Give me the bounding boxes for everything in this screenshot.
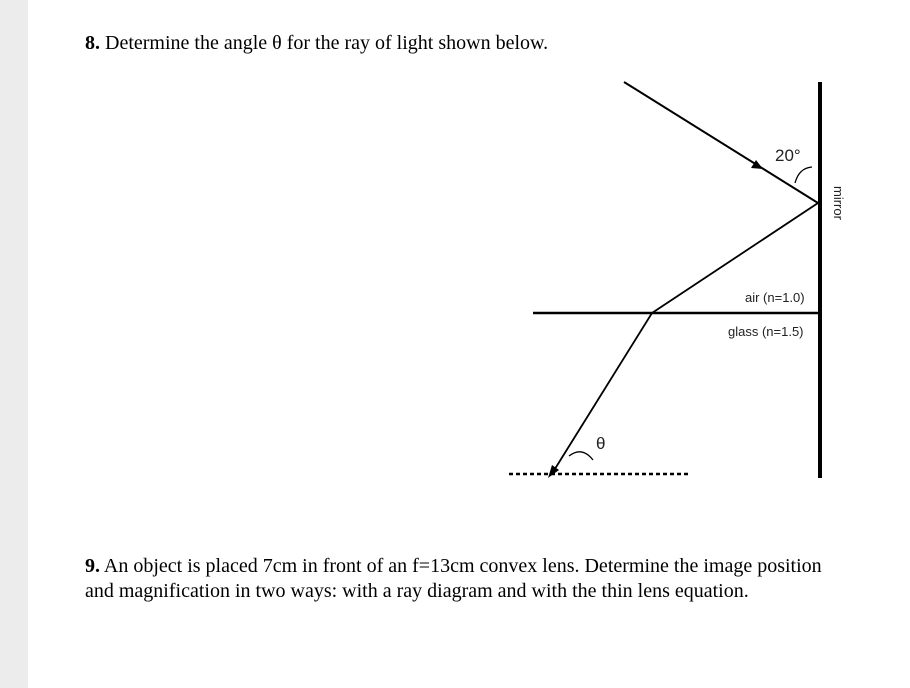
question-9-text: An object is placed 7cm in front of an f=13cm convex lens. Determine the image position and magnification in two ways: with a ray diagram and with the thin lens equation.: [85, 555, 822, 602]
question-8-text: Determine the angle θ for the ray of light shown below.: [105, 32, 549, 54]
question-8-number: 8.: [85, 32, 100, 54]
question-9: [85, 554, 835, 604]
glass-label: glass (n=1.5): [728, 324, 804, 339]
incident-ray: [624, 82, 818, 203]
air-label: air (n=1.0): [745, 290, 805, 305]
theta-arc: [569, 452, 593, 460]
mirror-label: mirror: [831, 186, 846, 220]
refracted-ray-arrowhead: [548, 465, 559, 478]
question-9-number: 9.: [85, 555, 100, 577]
theta-label: θ: [596, 434, 606, 453]
angle-20-arc: [795, 167, 812, 183]
angle-20-label: 20°: [775, 146, 801, 165]
